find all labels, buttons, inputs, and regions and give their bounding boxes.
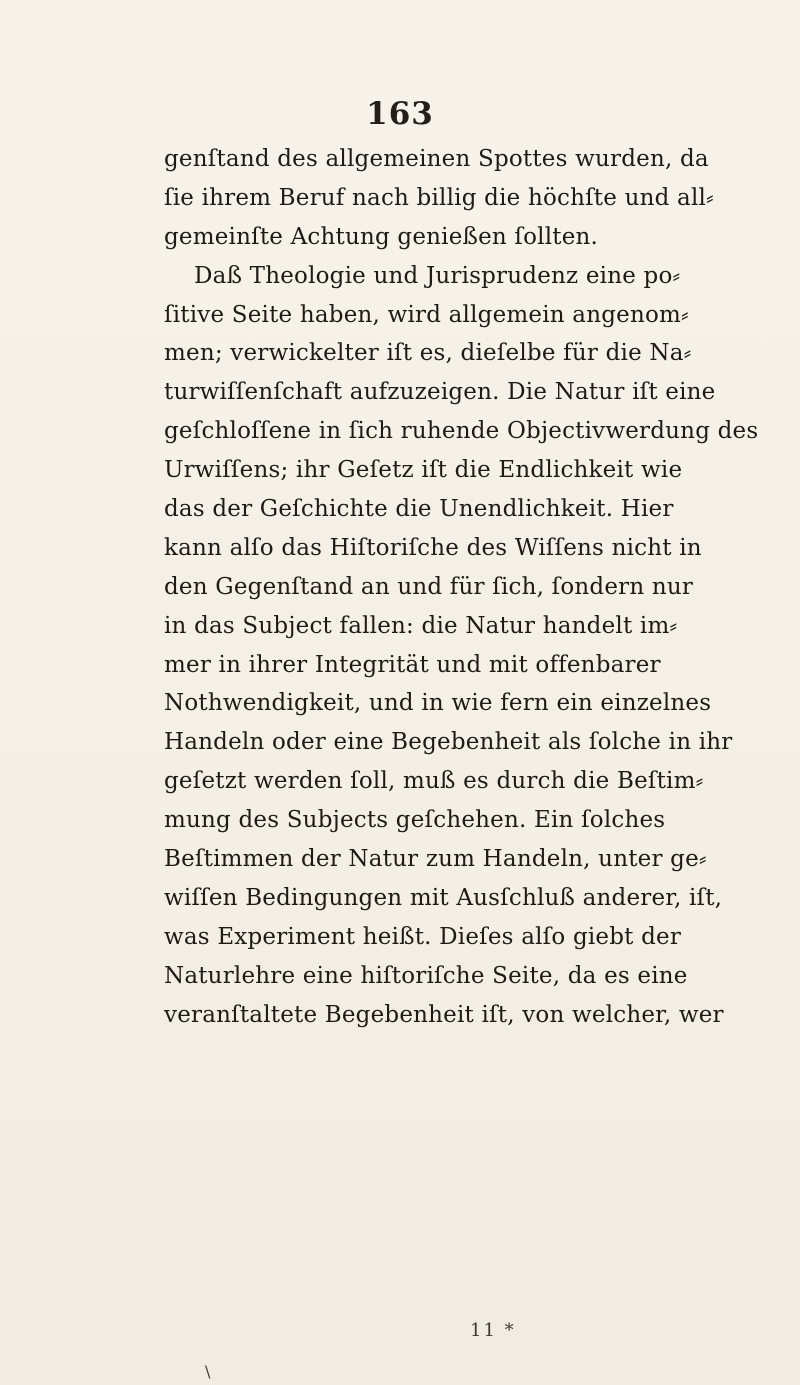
text-line: kann alſo das Hiſtoriſche des Wiſſens nicht in [164, 534, 702, 561]
text-line: was Experiment heißt. Dieſes alſo giebt der [164, 923, 682, 950]
text-line: ſie ihrem Beruf nach billig die höchſte und all⸗ [164, 184, 714, 211]
text-line: den Gegenſtand an und für ſich, ſondern nur [164, 573, 694, 600]
text-line: geſetzt werden ſoll, muß es durch die Beſtim⸗ [164, 768, 704, 795]
text-line: Daß Theologie und Jurisprudenz eine po⸗ [164, 262, 681, 289]
signature-mark: 11 * [470, 1320, 516, 1341]
text-line: mung des Subjects geſchehen. Ein ſolches [164, 807, 666, 834]
page-number: 163 [366, 96, 434, 132]
text-line: in das Subject fallen: die Natur handelt im⸗ [164, 612, 678, 639]
text-line: men; verwickelter iſt es, dieſelbe für die Na⸗ [164, 340, 692, 367]
body-text [164, 140, 759, 1034]
text-line: ſitive Seite haben, wird allgemein angenom⸗ [164, 301, 689, 328]
text-line: Naturlehre eine hiſtoriſche Seite, da es eine [164, 962, 688, 989]
text-line: veranſtaltete Begebenheit iſt, von welcher, wer [164, 1001, 724, 1028]
text-line: wiſſen Bedingungen mit Ausſchluß anderer, iſt, [164, 884, 723, 911]
text-line: das der Geſchichte die Unendlichkeit. Hier [164, 496, 674, 523]
text-line: Urwiſſens; ihr Geſetz iſt die Endlichkeit wie [164, 457, 683, 484]
text-line: genſtand des allgemeinen Spottes wurden, da [164, 146, 709, 172]
text-line: gemeinſte Achtung genießen ſollten. [164, 223, 599, 250]
text-line: Handeln oder eine Begebenheit als ſolche in ihr [164, 729, 733, 756]
text-line: geſchloſſene in ſich ruhende Objectivwerdung des [164, 418, 759, 445]
text-line: mer in ihrer Integrität und mit offenbarer [164, 651, 661, 678]
text-line: Beſtimmen der Natur zum Handeln, unter ge⸗ [164, 846, 707, 873]
text-line: turwiſſenſchaft aufzuzeigen. Die Natur iſt eine [164, 379, 716, 406]
ink-mark: \ [205, 1362, 211, 1381]
text-line: Nothwendigkeit, und in wie fern ein einzelnes [164, 690, 712, 717]
